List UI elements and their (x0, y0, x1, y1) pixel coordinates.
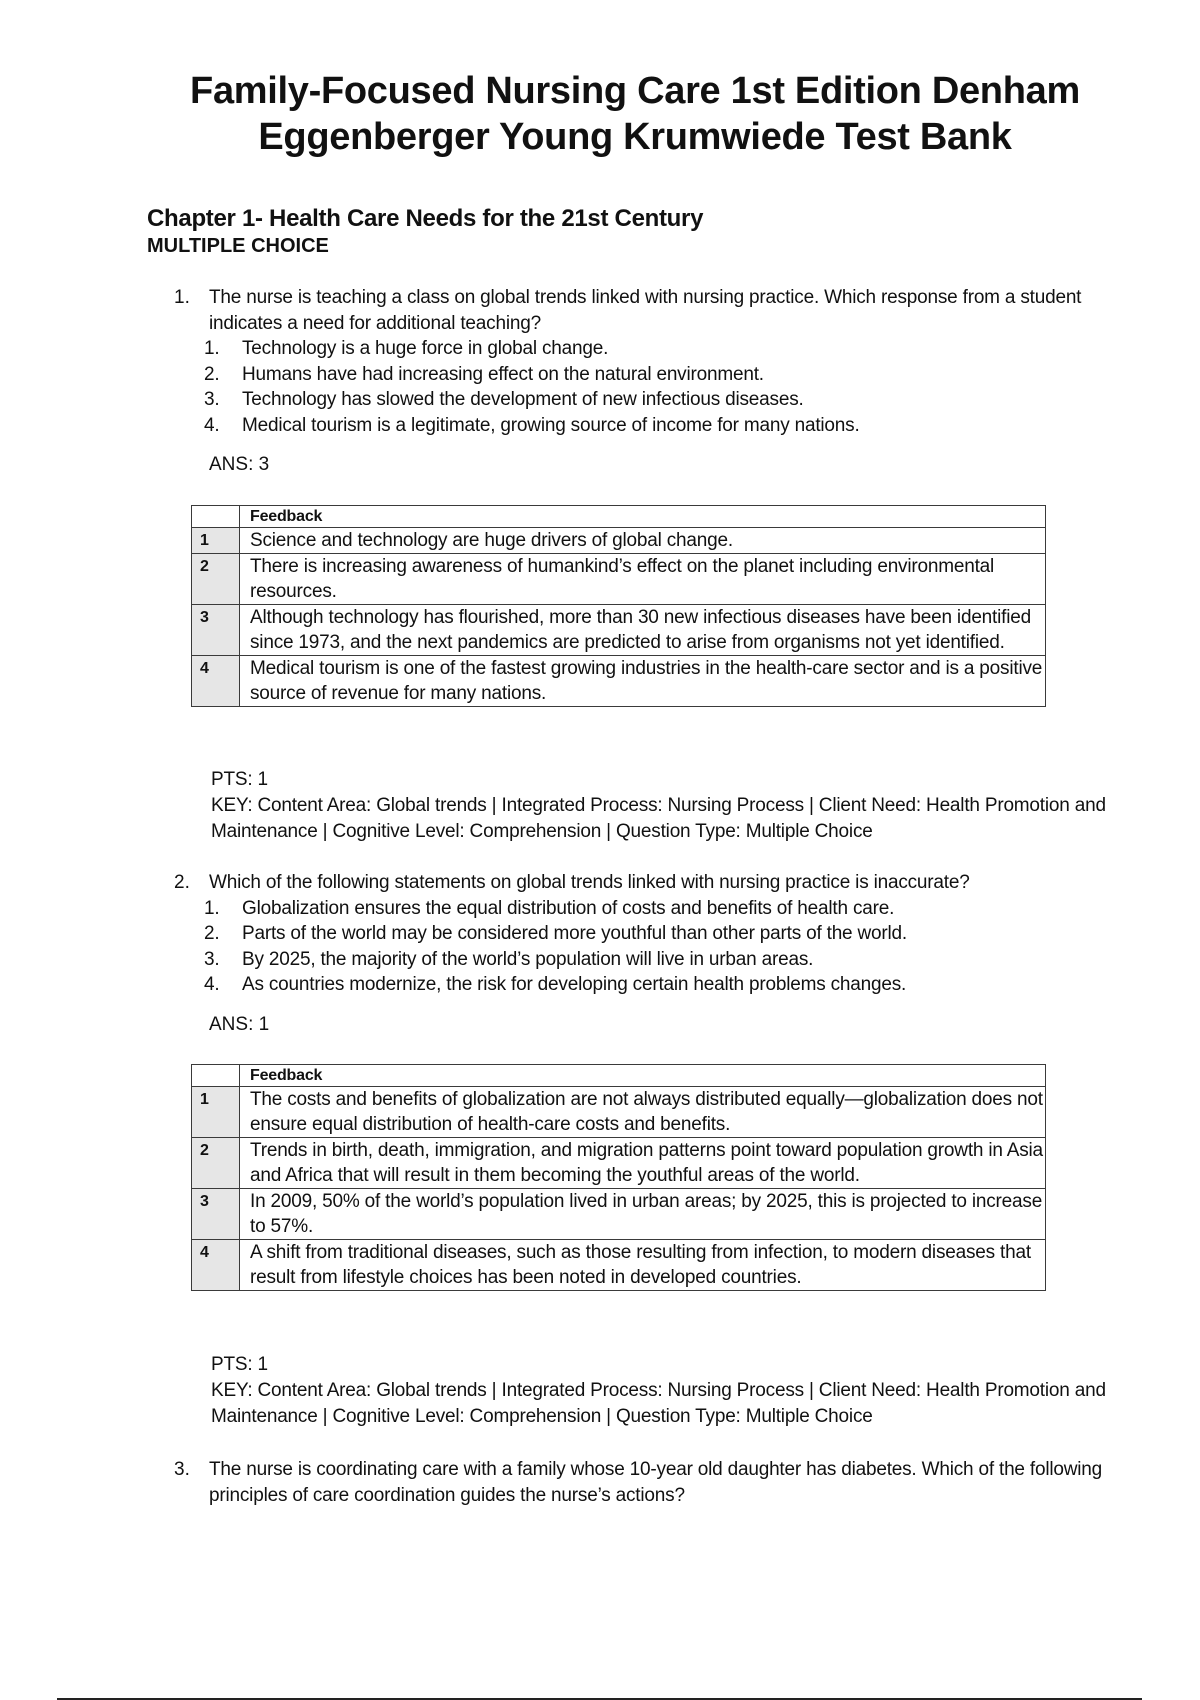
document-title-line-2: Eggenberger Young Krumwiede Test Bank (258, 116, 1012, 158)
table-row: 3 In 2009, 50% of the world’s population lived in urban areas; by 2025, this is projected to increase to 57%. (192, 1189, 1046, 1240)
question-2 (174, 870, 1104, 1037)
question-1 (174, 285, 1104, 478)
table-row: 1 Science and technology are huge drivers of global change. (192, 528, 1046, 554)
question-2-metadata (211, 1352, 1111, 1430)
answer-option: 1. Globalization ensures the equal distribution of costs and benefits of health care. (204, 897, 895, 919)
table-row: 4 Medical tourism is one of the fastest growing industries in the health-care sector and is a positive source of revenue for many nations. (192, 656, 1046, 707)
table-row: 2 There is increasing awareness of humankind’s effect on the planet including environmental resources. (192, 554, 1046, 605)
feedback-header-row (192, 506, 1046, 528)
answer-option: 2. Humans have had increasing effect on the natural environment. (204, 363, 764, 385)
feedback-table-2 (191, 1064, 1046, 1291)
answer-option: 2. Parts of the world may be considered more youthful than other parts of the world. (204, 923, 907, 944)
document-title-line-1: Family-Focused Nursing Care 1st Edition Denham (190, 70, 1080, 112)
table-row: 3 Although technology has flourished, more than 30 new infectious diseases have been identified since 1973, and the next pandemics are predicted to arise from organisms not yet identified. (192, 605, 1046, 656)
document-title (150, 68, 1120, 160)
question-stem: The nurse is coordinating care with a family whose 10-year old daughter has diabetes. Which of the following principles of care coordination guides the nurse’s actions? (209, 1459, 1103, 1506)
answer-option: 4. As countries modernize, the risk for developing certain health problems changes. (204, 974, 907, 995)
question-stem: The nurse is teaching a class on global trends linked with nursing practice. Which response from a student indicates a need for additional teaching? (209, 287, 1082, 334)
answer-option: 1. Technology is a huge force in global change. (204, 338, 609, 359)
table-row: 1 The costs and benefits of globalization are not always distributed equally—globalization does not ensure equal distribution of health-care costs and benefits. (192, 1087, 1046, 1138)
table-row: 4 A shift from traditional diseases, such as those resulting from infection, to modern diseases that result from lifestyle choices has been noted in developed countries. (192, 1240, 1046, 1291)
points: PTS: 1 (211, 1354, 268, 1375)
answer-option: 3. Technology has slowed the development of new infectious diseases. (204, 389, 804, 410)
answer-options (174, 896, 1104, 998)
chapter-title: Chapter 1- Health Care Needs for the 21st Century (147, 205, 704, 232)
answer-key: ANS: 1 (209, 1013, 270, 1035)
answer-option: 3. By 2025, the majority of the world’s population will live in urban areas. (204, 948, 814, 970)
section-label: MULTIPLE CHOICE (147, 235, 329, 257)
feedback-table-1 (191, 505, 1046, 707)
feedback-header-row (192, 1065, 1046, 1087)
question-number: 3. (174, 1459, 190, 1480)
key-info: KEY: Content Area: Global trends | Integrated Process: Nursing Process | Client Need: Health Promotion and Maintenance | Cognitive Level: Comprehension | Question Type: Multiple Choice (211, 1380, 1106, 1427)
question-stem: Which of the following statements on global trends linked with nursing practice is inaccurate? (209, 872, 970, 893)
feedback-header: Feedback (240, 506, 1046, 528)
feedback-header: Feedback (240, 1065, 1046, 1087)
answer-key: ANS: 3 (209, 454, 270, 475)
question-number: 2. (174, 872, 190, 893)
key-info: KEY: Content Area: Global trends | Integrated Process: Nursing Process | Client Need: Health Promotion and Maintenance | Cognitive Level: Comprehension | Question Type: Multiple Choice (211, 795, 1106, 842)
question-1-metadata (211, 767, 1111, 845)
question-number: 1. (174, 287, 190, 308)
table-row: 2 Trends in birth, death, immigration, and migration patterns point toward population growth in Asia and Africa that will result in them becoming the youthful areas of the world. (192, 1138, 1046, 1189)
points: PTS: 1 (211, 769, 268, 790)
answer-options (174, 336, 1104, 438)
question-3 (174, 1457, 1104, 1508)
answer-option: 4. Medical tourism is a legitimate, growing source of income for many nations. (204, 414, 860, 436)
